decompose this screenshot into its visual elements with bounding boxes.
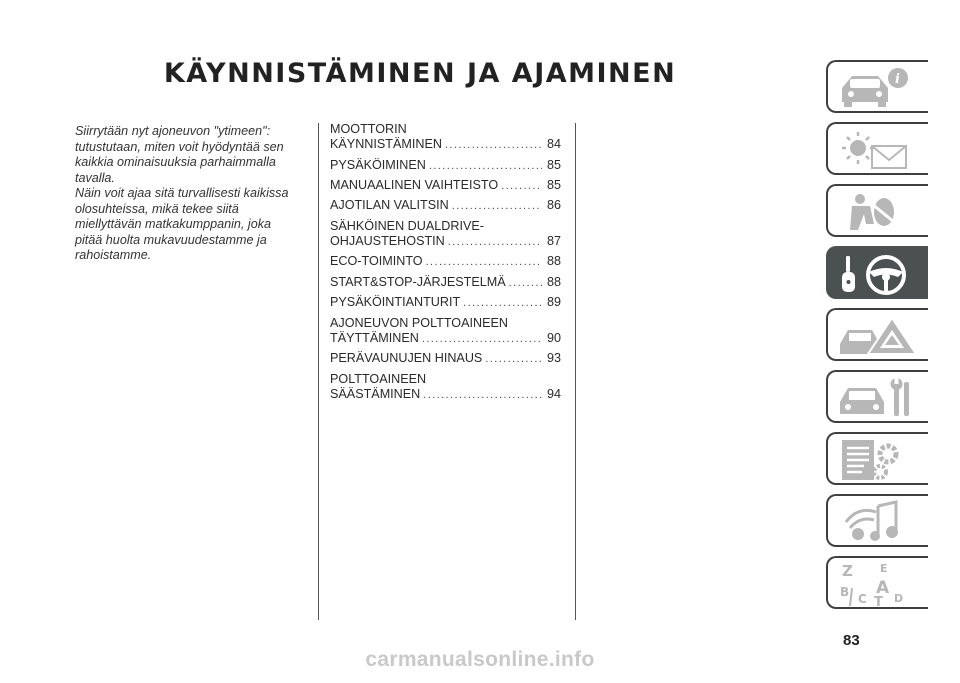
page-title: KÄYNNISTÄMINEN JA AJAMINEN <box>163 58 677 89</box>
intro-paragraph: Näin voit ajaa sitä turvallisesti kaikissa olosuhteissa, mikä tekee siitä miellyttävän matkakumppanin, joka pitää huolta mukavuudestamme ja rahoistamme. <box>75 186 289 262</box>
tab-starting-and-driving[interactable] <box>826 246 928 299</box>
airbag-safety-icon <box>836 190 926 235</box>
toc-row <box>330 254 561 270</box>
toc-page-number: 86 <box>546 198 561 213</box>
toc-page-number: 89 <box>546 295 561 310</box>
key-steering-wheel-icon <box>836 252 926 297</box>
toc-row <box>330 198 561 214</box>
toc-entry[interactable] <box>330 158 561 174</box>
toc-entry[interactable] <box>330 178 561 194</box>
toc-entry-title: PYSÄKÖINTIANTURIT <box>330 295 461 310</box>
toc-leader-dots <box>445 138 542 153</box>
toc-entry[interactable] <box>330 122 561 153</box>
tab-dashboard-lights[interactable] <box>826 122 928 175</box>
toc-entry-title: SÄHKÖINEN DUALDRIVE- <box>330 218 484 233</box>
toc-row <box>330 275 561 291</box>
toc-entry-title: AJOTILAN VALITSIN <box>330 198 449 213</box>
column-divider <box>318 123 319 620</box>
toc-row <box>330 387 561 403</box>
toc-entry-title: SÄÄSTÄMINEN <box>330 386 421 401</box>
toc-entry[interactable] <box>330 198 561 214</box>
index-letter: B <box>840 585 850 599</box>
tab-multimedia[interactable] <box>826 494 928 547</box>
toc-page-number: 87 <box>546 233 561 248</box>
toc-row <box>330 234 561 250</box>
toc-entry[interactable] <box>330 316 561 347</box>
toc-row <box>330 158 561 174</box>
index-letter: C <box>858 592 867 606</box>
toc-page-number: 90 <box>546 330 561 345</box>
toc-leader-dots <box>463 296 542 311</box>
toc-entry-title: PYSÄKÖIMINEN <box>330 157 426 172</box>
toc-entry[interactable] <box>330 351 561 367</box>
toc-page-number: 88 <box>546 254 561 269</box>
tab-car-info[interactable] <box>826 60 928 113</box>
toc-leader-dots <box>509 276 542 291</box>
toc-leader-dots <box>426 255 542 270</box>
index-letter: E <box>880 562 888 575</box>
tab-technical-data[interactable] <box>826 432 928 485</box>
toc-page-number: 85 <box>546 177 561 192</box>
toc-entry-title: MANUAALINEN VAIHTEISTO <box>330 177 499 192</box>
multimedia-icon <box>836 500 926 545</box>
car-info-icon <box>836 66 926 111</box>
toc-page-number: 94 <box>546 386 561 401</box>
emergency-warning-icon <box>836 314 926 359</box>
toc-row <box>330 178 561 194</box>
car-maintenance-icon <box>836 376 926 421</box>
tab-emergency[interactable] <box>826 308 928 361</box>
alphabetical-index-icon <box>836 562 926 607</box>
toc-row <box>330 137 561 153</box>
table-of-contents <box>330 122 561 407</box>
svg-text:i: i <box>895 72 900 87</box>
column-divider <box>575 123 576 620</box>
toc-entry-title: MOOTTORIN <box>330 122 407 136</box>
page-number: 83 <box>843 632 860 649</box>
toc-leader-dots <box>422 332 542 347</box>
toc-entry[interactable] <box>330 372 561 403</box>
toc-leader-dots <box>452 199 542 214</box>
toc-entry[interactable] <box>330 275 561 291</box>
toc-entry[interactable] <box>330 254 561 270</box>
index-letter: A <box>876 578 890 598</box>
toc-entry-title: OHJAUSTEHOSTIN <box>330 233 445 248</box>
watermark-text: carmanualsonline.info <box>365 648 595 671</box>
toc-entry-title: KÄYNNISTÄMINEN <box>330 137 442 152</box>
toc-entry-title: AJONEUVON POLTTOAINEEN <box>330 315 508 330</box>
toc-entry-title: PERÄVAUNUJEN HINAUS <box>330 351 483 366</box>
toc-entry[interactable] <box>330 219 561 250</box>
toc-row <box>330 295 561 311</box>
tab-safety[interactable] <box>826 184 928 237</box>
index-letter: D <box>894 592 904 605</box>
toc-page-number: 85 <box>546 157 561 172</box>
toc-leader-dots <box>485 352 542 367</box>
toc-page-number: 93 <box>546 351 561 366</box>
intro-text <box>75 124 300 264</box>
toc-row <box>330 351 561 367</box>
toc-page-number: 88 <box>546 274 561 289</box>
toc-leader-dots <box>429 159 542 174</box>
intro-paragraph: Siirrytään nyt ajoneuvon "ytimeen": tutustutaan, miten voit hyödyntää sen kaikkia ominaisuuksia parhaimmalla tavalla. <box>75 124 284 185</box>
index-letter: Z <box>842 562 853 580</box>
toc-leader-dots <box>423 388 542 403</box>
toc-row <box>330 331 561 347</box>
tab-maintenance[interactable] <box>826 370 928 423</box>
toc-entry-title: START&STOP-JÄRJESTELMÄ <box>330 274 506 289</box>
technical-data-icon <box>836 438 926 483</box>
toc-leader-dots <box>448 235 542 250</box>
toc-leader-dots <box>501 179 542 194</box>
dashboard-lights-icon <box>836 128 926 173</box>
toc-entry[interactable] <box>330 295 561 311</box>
tab-index[interactable] <box>826 556 928 609</box>
toc-entry-title: TÄYTTÄMINEN <box>330 330 419 345</box>
index-letter: T <box>874 595 883 607</box>
toc-entry-title: ECO-TOIMINTO <box>330 254 423 269</box>
toc-page-number: 84 <box>546 137 561 152</box>
toc-entry-title: POLTTOAINEEN <box>330 371 427 386</box>
